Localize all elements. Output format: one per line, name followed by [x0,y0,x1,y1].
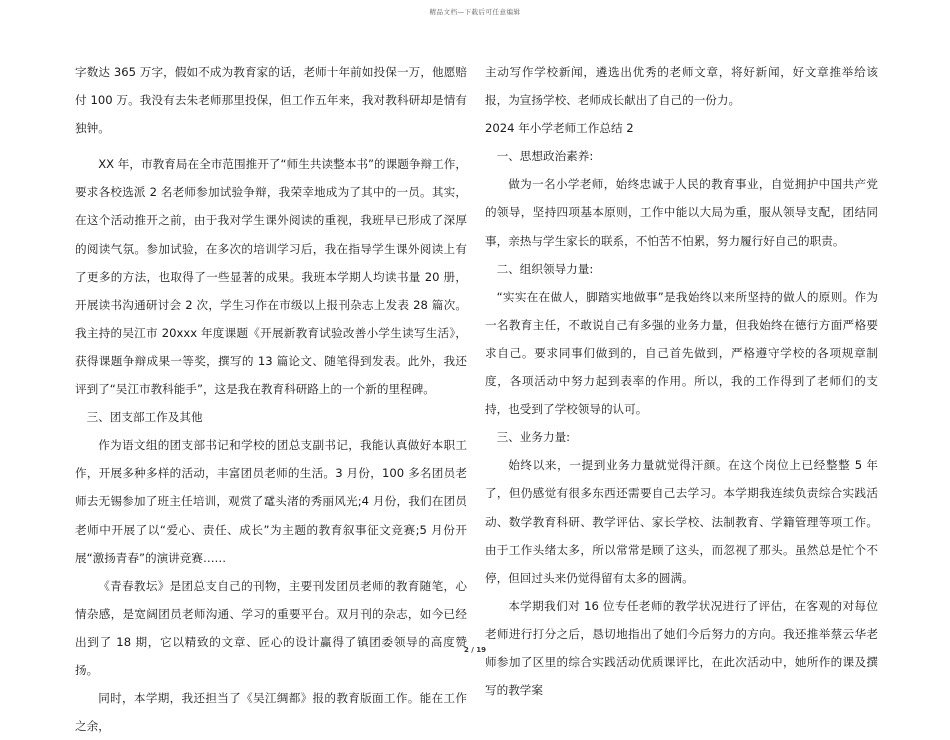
right-paragraph-3: “实实在在做人，脚踏实地做事”是我始终以来所坚持的做人的原则。作为一名教育主任，不敢说自己有多强的业务力量，但我始终在德行方面严格要求自己。要求同事们做到的，自己首先做到，严格遵守学校的各项规章制度，各项活动中努力起到表率的作用。所以，我的工作得到了老师们的支持，也受到了学校领导的认可。 [485,289,878,417]
left-column [75,58,467,740]
left-paragraph-3: 作为语文组的团支部书记和学校的团总支副书记，我能认真做好本职工作，开展多种多样的活动，丰富团员老师的生活。3 月份，100 多名团员老师去无锡参加了班主任培训，观赏了鼋头渚的秀丽风光;4 月份，我们在团员老师中开展了以“爱心、责任、成长”为主题的教育叙事征文竞赛;5 月份开展“激扬青春”的演讲竞赛…… [75,438,467,565]
right-heading-3: 三、业务力量: [496,430,571,445]
left-heading-3: 三、团支部工作及其他 [86,410,203,425]
right-column [485,58,878,704]
left-paragraph-4: 《青春教坛》是团总支自己的刊物，主要刊发团员老师的教育随笔，心情杂感，是宽阔团员老师沟通、学习的重要平台。双月刊的杂志，如今已经出到了 18 期，它以精致的文章、匠心的设计赢得了镇团委领导的高度赞扬。 [75,578,467,677]
page-number: 2 / 19 [463,646,487,654]
right-paragraph-1: 主动写作学校新闻，遴选出优秀的老师文章，将好新闻，好文章推举给该报，为宣扬学校、老师成长献出了自己的一份力。 [485,65,878,108]
right-heading-1: 一、思想政治素养: [496,149,594,164]
left-paragraph-1: 字数达 365 万字，假如不成为教育家的话，老师十年前如投保一万，他愿赔付 100 万。我没有去朱老师那里投保，但工作五年来，我对教科研却是情有独钟。 [75,65,467,136]
right-paragraph-5: 本学期我们对 16 位专任老师的教学状况进行了评估，在客观的对每位老师进行打分之后，恳切地指出了她们今后努力的方向。我还推举蔡云华老师参加了区里的综合实践活动优质课评比，在此次活动中，她所作的课及撰写的教学案 [485,598,878,698]
left-paragraph-5: 同时，本学期，我还担当了《吴江绸都》报的教育版面工作。能在工作之余， [75,691,467,734]
page-header: 精品文档—下载后可任意编辑 [429,8,521,16]
left-paragraph-2: XX 年，市教育局在全市范围推开了“师生共读整本书”的课题争辩工作，要求各校选派 2 名老师参加试验争辩，我荣幸地成为了其中的一员。其实，在这个活动推开之前，由于我对学生课外阅读的重视，我班早已形成了深厚的阅读气氛。参加试验，在多次的培训学习后，我在指导学生课外阅读上有了更多的方法，也取得了一些显著的成果。我班本学期人均读书量 20 册，开展读书沟通研讨会 2 次，学生习作在市级以上报刊杂志上发表 28 篇次。我主持的吴江市 20xxx 年度课题《开展新教育试验改善小学生读写生活》，获得课题争辩成果一等奖，撰写的 13 篇论文、随笔得到发表。此外，我还评到了“吴江市教科能手”，这是我在教育科研路上的一个新的里程碑。 [75,157,467,397]
right-paragraph-4: 始终以来，一提到业务力量就觉得汗颜。在这个岗位上已经整整 5 年了，但仍感觉有很多东西还需要自己去学习。本学期我连续负责综合实践活动、数学教育科研、教学评估、家长学校、法制教育、学籍管理等项工作。由于工作头绪太多，所以常常是顾了这头，而忽视了那头。虽然总是忙个不停，但回过头来仍觉得留有太多的圆满。 [485,458,878,585]
right-heading-2: 二、组织领导力量: [496,261,594,276]
section-title: 2024 年小学老师工作总结 2 [485,121,634,136]
right-paragraph-2: 做为一名小学老师，始终忠诚于人民的教育事业，自觉拥护中国共产党的领导，坚持四项基本原则，工作中能以大局为重，服从领导支配，团结同事，亲热与学生家长的联系，不怕苦不怕累，努力履行好自己的职责。 [485,177,878,248]
